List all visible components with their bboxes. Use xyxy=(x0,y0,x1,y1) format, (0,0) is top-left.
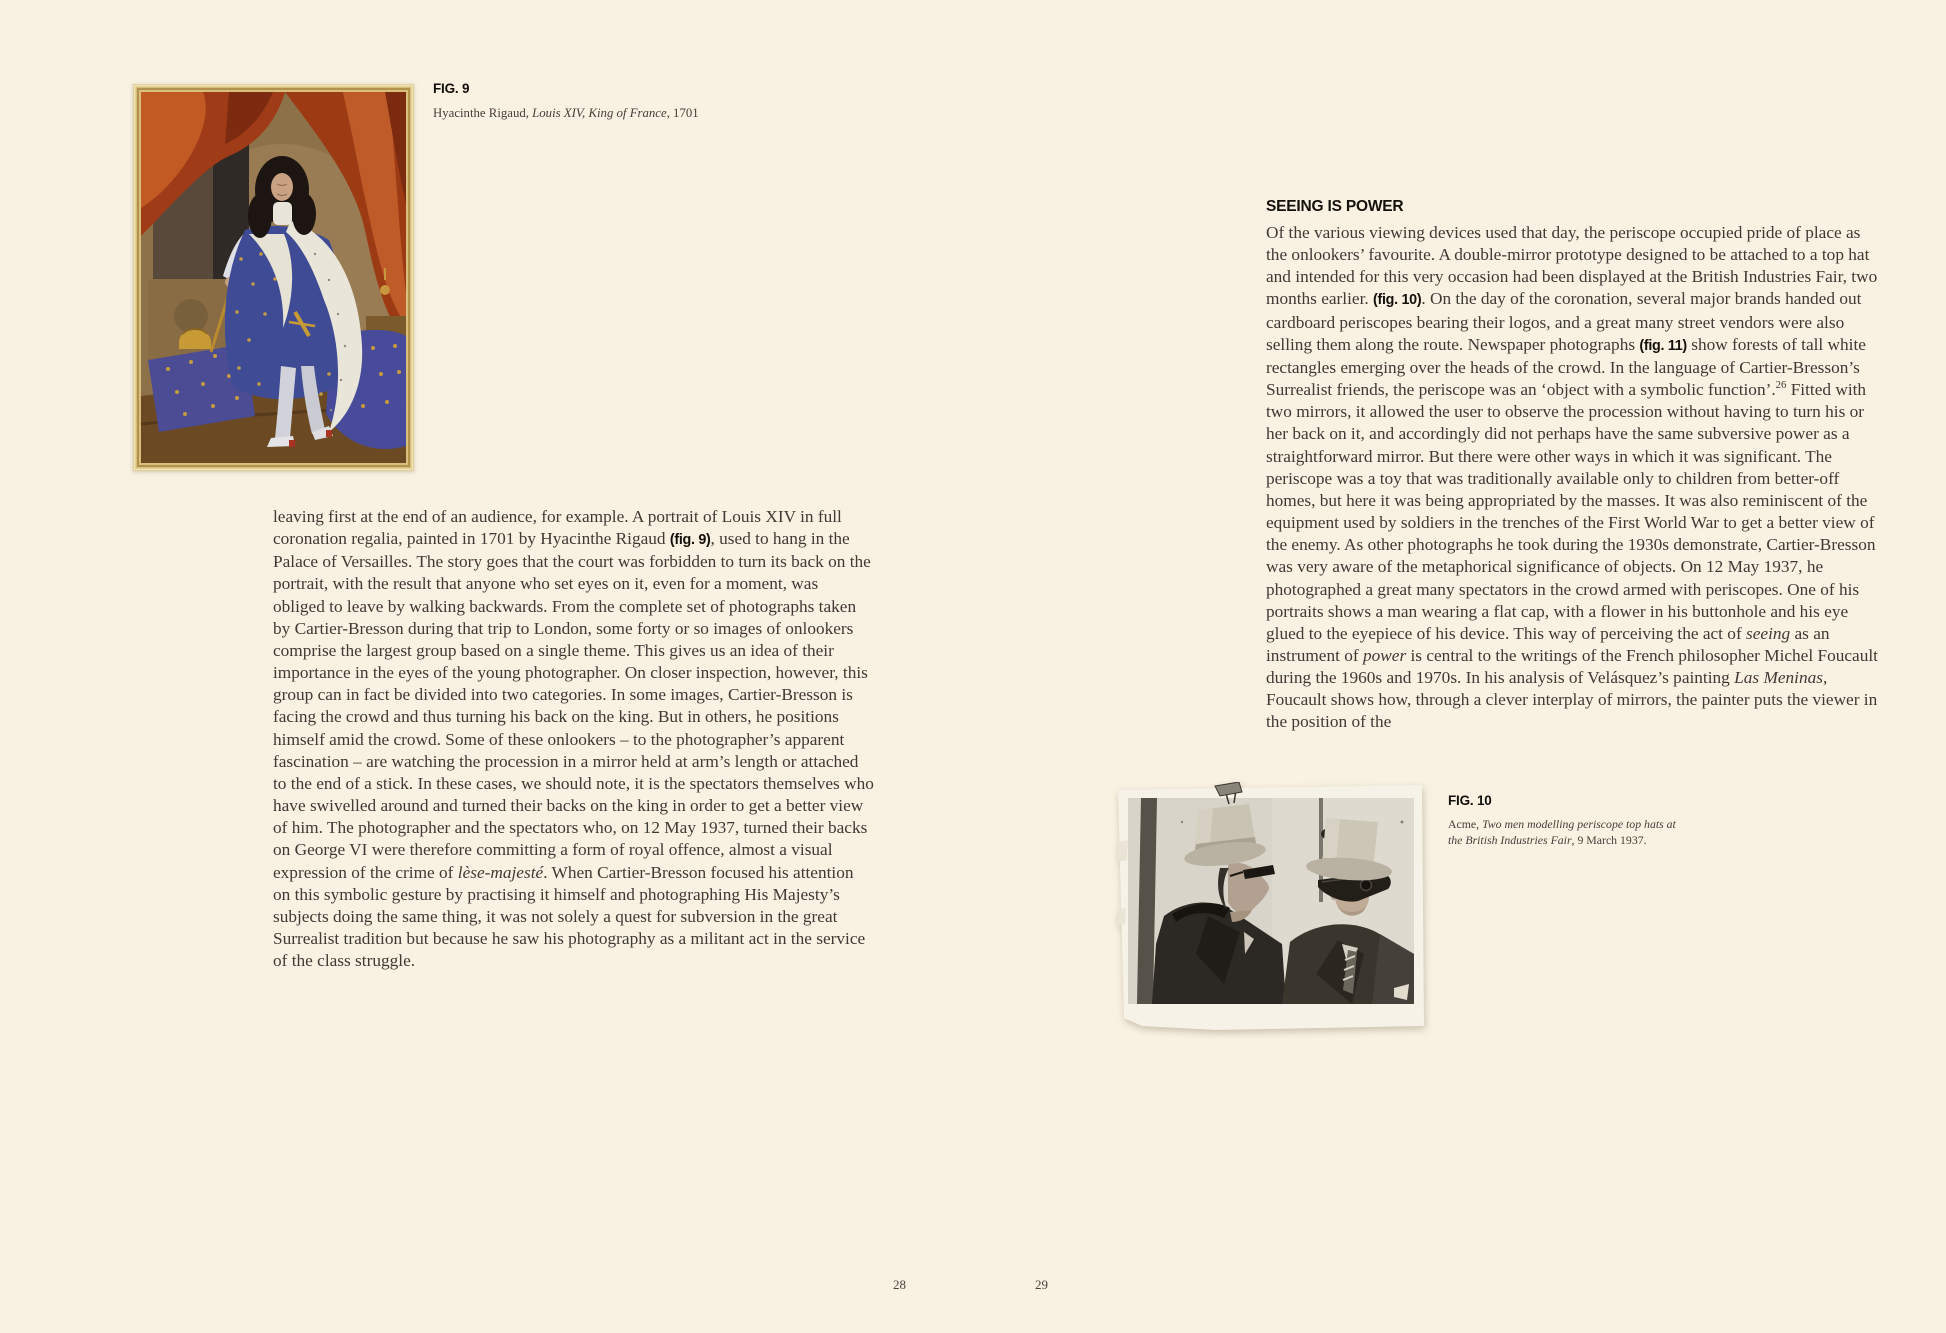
right-page-body-text: Of the various viewing devices used that day, the periscope occupied pride of place as the onlookers’ favourite. A double-mirror prototype designed to be attached to a top hat and intended for this very occasion had been displayed at the British Industries Fair, two months earlier. (fig. 10). On the day of the coronation, several major brands handed out cardboard periscopes bearing their logos, and a great many street vendors were also selling them along the route. Newspaper photographs (fig. 11) show forests of tall white rectangles emerging over the heads of the crowd. In the language of Cartier-Bresson’s Surrealist friends, the periscope was an ‘object with a symbolic function’.$^{26}$ Fitted with two mirrors, it allowed the user to observe the procession without having to turn his or her back on it, and accordingly did not perhaps have the same subversive power as a straightforward mirror. But there were other ways in which it was significant. The periscope was a toy that was traditionally available only to children from better-off homes, but here it was being appropriated by the masses. It was also reminiscent of the equipment used by soldiers in the trenches of the First World War to get a better view of the enemy. As other photographs he took during the 1930s demonstrate, Cartier-Bresson was very aware of the metaphorical significance of objects. On 12 May 1937, he photographed a great many spectators in the crowd armed with periscopes. One of his portraits shows a man wearing a flat cap, with a flower in his buttonhole and his eye glued to the eyepiece of his device. This way of perceiving the act of seeing as an instrument of power is central to the writings of the French philosopher Michel Foucault during the 1960s and 1970s. In his analysis of Velásquez’s painting Las Meninas, Foucault shows how, through a clever interplay of mirrors, the painter puts the viewer in the position of the xyxy=(1266,223,1878,732)
section-heading: SEEING IS POWER xyxy=(1266,198,1404,215)
figure-10-label: FIG. 10 xyxy=(1448,793,1492,808)
figure-10-photo xyxy=(1112,782,1430,1034)
louis-xiv-painting-illustration xyxy=(133,84,414,471)
page-right xyxy=(973,0,1946,1333)
figure-9-caption-block xyxy=(433,81,863,121)
page-number-28: 28 xyxy=(893,1277,906,1292)
figure-10-caption-block xyxy=(1448,793,1683,848)
periscope-top-hats-photo-illustration xyxy=(1112,782,1430,1034)
left-page-body-text: leaving first at the end of an audience, for example. A portrait of Louis XIV in full coronation regalia, painted in 1701 by Hyacinthe Rigaud (fig. 9), used to hang in the Palace of Versailles. The story goes that the court was forbidden to turn its back on the portrait, with the result that anyone who set eyes on it, even for a moment, was obliged to leave by walking backwards. From the complete set of photographs taken by Cartier-Bresson during that trip to London, some forty or so images of onlookers comprise the largest group based on a single theme. This gives us an idea of their importance in the eyes of the young photographer. On closer inspection, however, this group can in fact be divided into two categories. In some images, Cartier-Bresson is facing the crowd and thus turning his back on the king. But in others, he positions himself amid the crowd. Some of these onlookers – to the photographer’s apparent fascination – are watching the procession in a mirror held at arm’s length or attached to the end of a stick. In these cases, we should note, it is the spectators themselves who have swivelled around and turned their backs on the king in order to get a better view of him. The photographer and the spectators who, on 12 May 1937, turned their backs on George VI were therefore committing a form of royal offence, almost a visual expression of the crime of lèse-majesté. When Cartier-Bresson focused his attention on this symbolic gesture by practising it himself and photographing His Majesty’s subjects doing the same thing, it was not solely a quest for subversion in the great Surrealist tradition but because he saw his photography as a militant act in the service of the class struggle. xyxy=(273,507,874,971)
figure-10-caption: Acme, Two men modelling periscope top hats at the British Industries Fair, 9 March 1937. xyxy=(1448,817,1676,847)
figure-9-painting xyxy=(133,84,414,471)
page-number-29: 29 xyxy=(1035,1277,1048,1292)
figure-9-label: FIG. 9 xyxy=(433,81,470,96)
figure-9-caption: Hyacinthe Rigaud, Louis XIV, King of France, 1701 xyxy=(433,106,699,120)
